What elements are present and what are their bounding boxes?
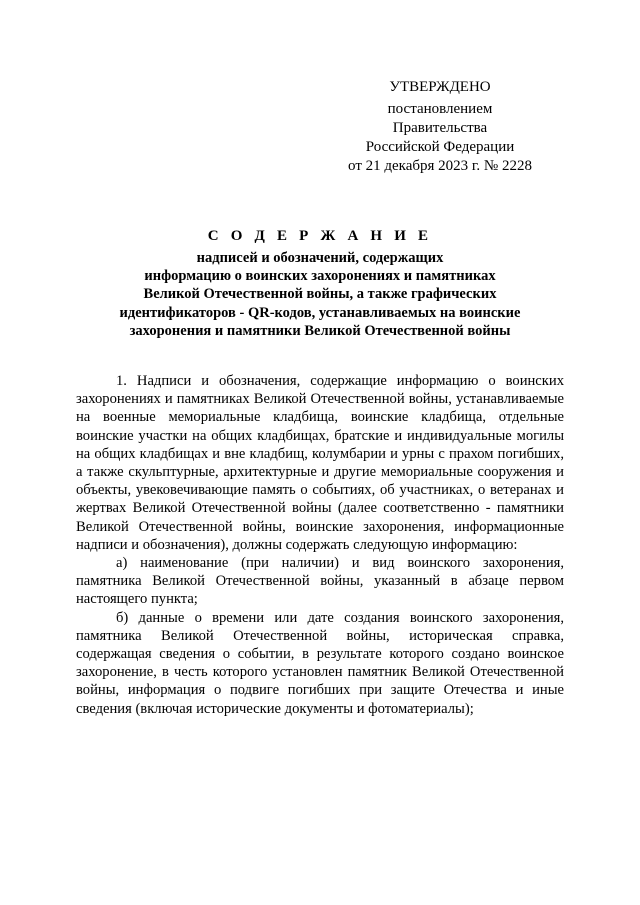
title-line: идентификаторов - QR-кодов, устанавливаемых на воинские: [119, 304, 521, 321]
title-line: надписей и обозначений, содержащих: [196, 250, 444, 266]
paragraph-1: 1. Надписи и обозначения, содержащие информацию о воинских захоронениях и памятниках Великой Отечественной войны, устанавливаемые на военные мемориальные кладбища, воинские кладбища, отдельные воинские участки на общих кладбищах, братские и индивидуальные могилы на общих кладбищах и вне кладбищ, колумбарии и урны с прахом погибших, а также скульптурные, архитектурные и другие мемориальные сооружения и объекты, увековечивающие память о событиях, об участниках, о ветеранах и жертвах Великой Отечественной войны (далее соответственно - памятники Великой Отечественной войны, воинские захоронения, информационные надписи и обозначения), должны содержать следующую информацию:: [76, 373, 564, 553]
paragraph-b: б) данные о времени или дате создания воинского захоронения, памятника Великой Отечественной войны, историческая справка, содержащая сведения о событии, в результате которого создано воинское захоронение, в честь которого установлен памятник Великой Отечественной войны, информация о подвиге погибших при защите Отечества и иные сведения (включая исторические документы и фотоматериалы);: [76, 609, 564, 717]
title-heading: С О Д Е Р Ж А Н И Е: [207, 228, 433, 244]
title-line: информацию о воинских захоронениях и памятниках: [144, 268, 496, 285]
title-line: Великой Отечественной войны, а также графических: [143, 286, 497, 303]
approval-line: от 21 декабря 2023 г. № 2228: [348, 158, 532, 174]
approval-line: постановлением Правительства: [387, 101, 493, 136]
approval-stamp: [340, 78, 540, 176]
approval-word: УТВЕРЖДЕНО: [389, 79, 491, 95]
document-body: [76, 372, 564, 718]
paragraph-a: а) наименование (при наличии) и вид воинского захоронения, памятника Великой Отечественной войны, указанный в абзаце первом настоящего пункта;: [76, 555, 564, 608]
approval-line: Российской Федерации: [365, 139, 515, 155]
document-title: [80, 226, 560, 340]
title-line: захоронения и памятники Великой Отечественной войны: [129, 322, 511, 339]
